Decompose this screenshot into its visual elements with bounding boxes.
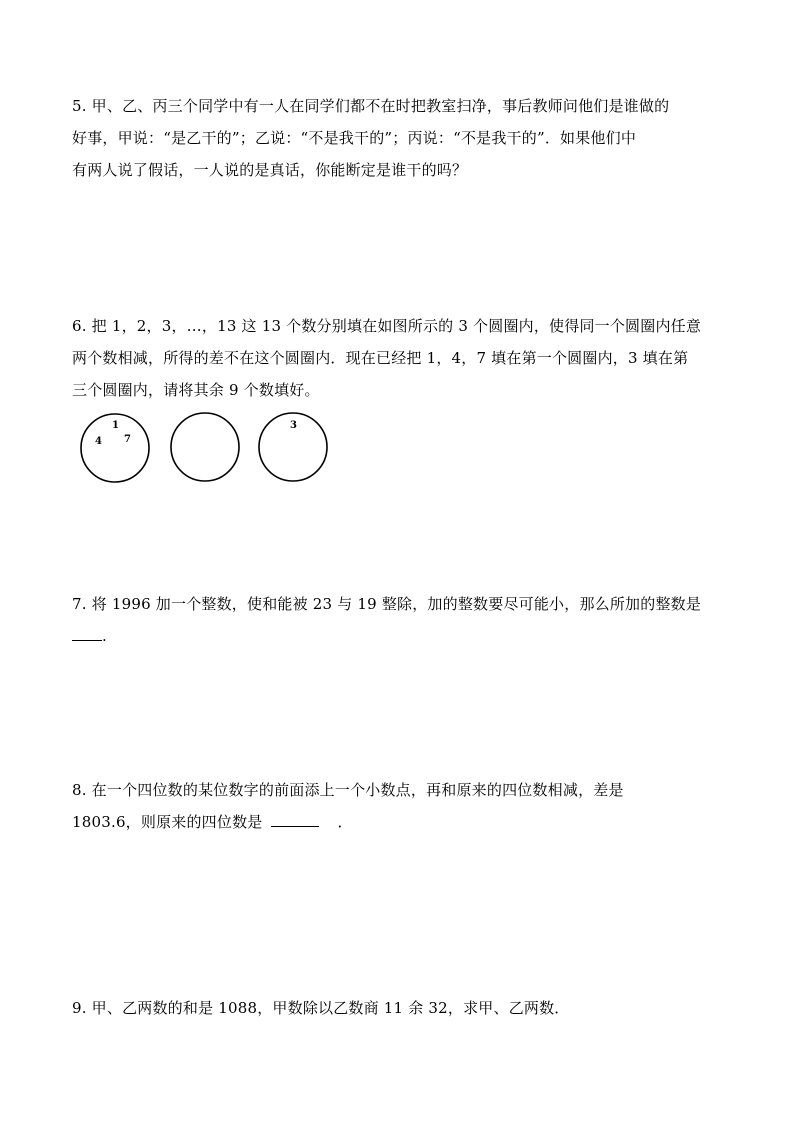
q9-line-1: 9. 甲、乙两数的和是 1088，甲数除以乙数商 11 余 32，求甲、乙两数． bbox=[72, 999, 570, 1017]
q6-line-2: 两个数相减，所得的差不在这个圆圈内．现在已经把 1，4，7 填在第一个圆圈内，3 填在第 bbox=[72, 349, 689, 367]
circle-1-number: 4 bbox=[95, 436, 102, 447]
q8-period: ． bbox=[337, 813, 353, 831]
q7-line-2 bbox=[72, 626, 107, 646]
circle-1-number: 1 bbox=[112, 420, 119, 431]
q5-line-3: 有两人说了假话，一人说的是真话，你能断定是谁干的吗？ bbox=[72, 161, 468, 179]
q6-circles-figure bbox=[78, 410, 338, 486]
circle-1-number: 7 bbox=[124, 434, 131, 445]
q8-line-2-text: 1803.6，则原来的四位数是 bbox=[72, 813, 263, 831]
q8-line-2 bbox=[72, 812, 353, 832]
answer-blank[interactable] bbox=[72, 626, 102, 641]
q7-period: . bbox=[102, 627, 107, 645]
q5-line-2: 好事，甲说：“是乙干的”；乙说：“不是我干的”；丙说：“不是我干的”．如果他们中 bbox=[72, 129, 637, 147]
circle-1 bbox=[81, 414, 149, 482]
circle-3 bbox=[259, 413, 327, 481]
answer-blank[interactable] bbox=[271, 812, 319, 827]
q5-line-1: 5. 甲、乙、丙三个同学中有一人在同学们都不在时把教室扫净，事后教师问他们是谁做的 bbox=[72, 97, 670, 115]
q6-line-3: 三个圆圈内，请将其余 9 个数填好。 bbox=[72, 381, 320, 399]
q6-line-1: 6. 把 1，2，3，…，13 这 13 个数分别填在如图所示的 3 个圆圈内，使得同一个圆圈内任意 bbox=[72, 317, 702, 335]
circle-3-number: 3 bbox=[290, 420, 297, 431]
q8-line-1: 8. 在一个四位数的某位数字的前面添上一个小数点，再和原来的四位数相减，差是 bbox=[72, 781, 624, 799]
circle-2 bbox=[171, 413, 239, 481]
q7-line-1: 7. 将 1996 加一个整数，使和能被 23 与 19 整除，加的整数要尽可能小，那么所加的整数是 bbox=[72, 595, 702, 613]
